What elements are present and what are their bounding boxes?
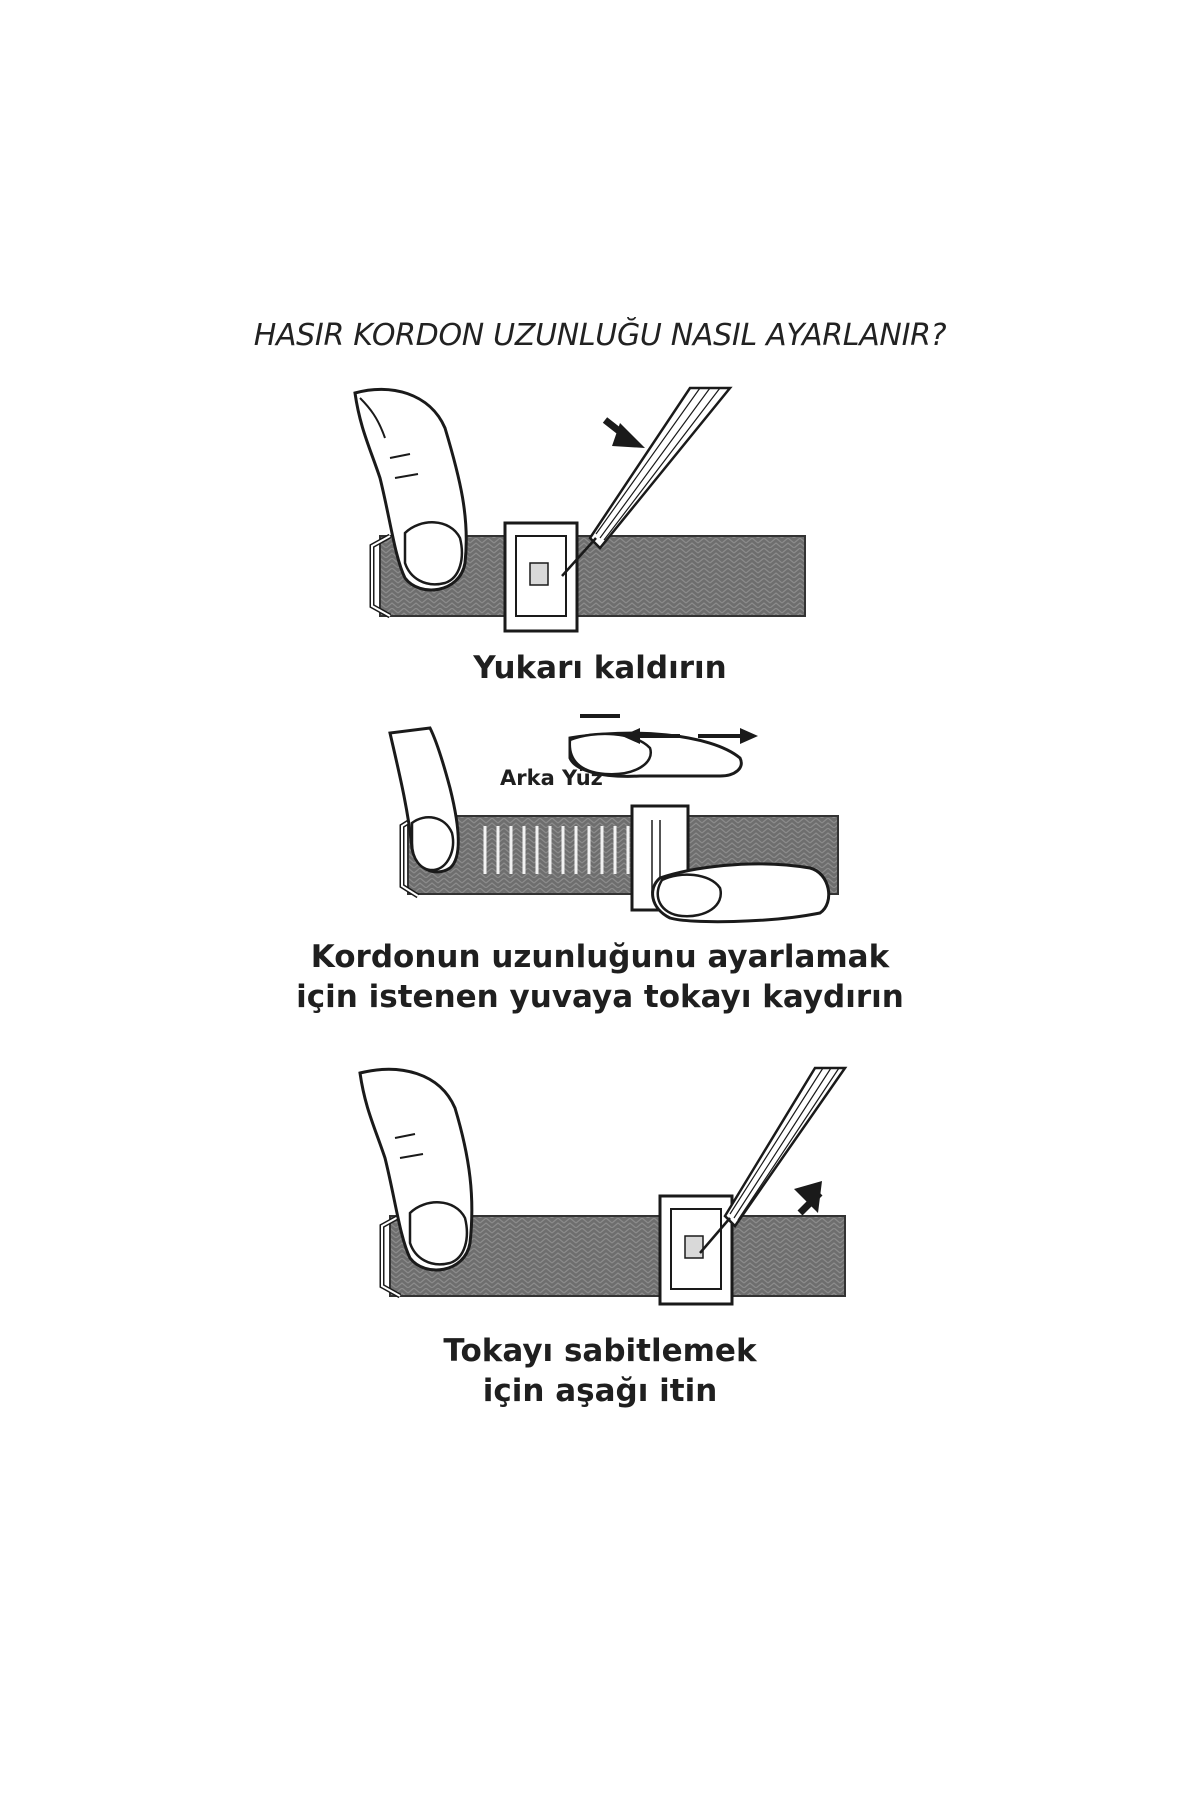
back-side-label: Arka Yüz [500, 766, 603, 790]
step-1-caption-line-1: Yukarı kaldırın [473, 650, 727, 686]
step-2-caption-line-2: için istenen yuvaya tokayı kaydırın [296, 979, 904, 1015]
page-title: HASIR KORDON UZUNLUĞU NASIL AYARLANIR? [253, 318, 947, 353]
buckle-icon [505, 523, 577, 631]
arrow-up-right-icon [794, 1181, 822, 1213]
step-2-arrows [620, 724, 760, 748]
step-3-illustration [360, 1068, 860, 1308]
arrow-left-icon [622, 728, 680, 744]
step-2-caption-line-1: Kordonun uzunluğunu ayarlamak [310, 939, 890, 975]
step-1-illustration [350, 388, 850, 628]
step-3-caption-line-1: Tokayı sabitlemek [443, 1333, 757, 1369]
arrow-right-icon [698, 728, 758, 744]
finger-icon [360, 1069, 472, 1270]
step-2-illustration [390, 728, 850, 928]
step-3-caption-line-2: için aşağı itin [482, 1373, 718, 1409]
step-3-caption [0, 1331, 1200, 1411]
buckle-icon [660, 1196, 732, 1304]
arrow-down-right-icon [605, 420, 645, 448]
finger-icon [653, 864, 829, 922]
step-1-caption [0, 648, 1200, 688]
step-2-caption [0, 937, 1200, 1017]
